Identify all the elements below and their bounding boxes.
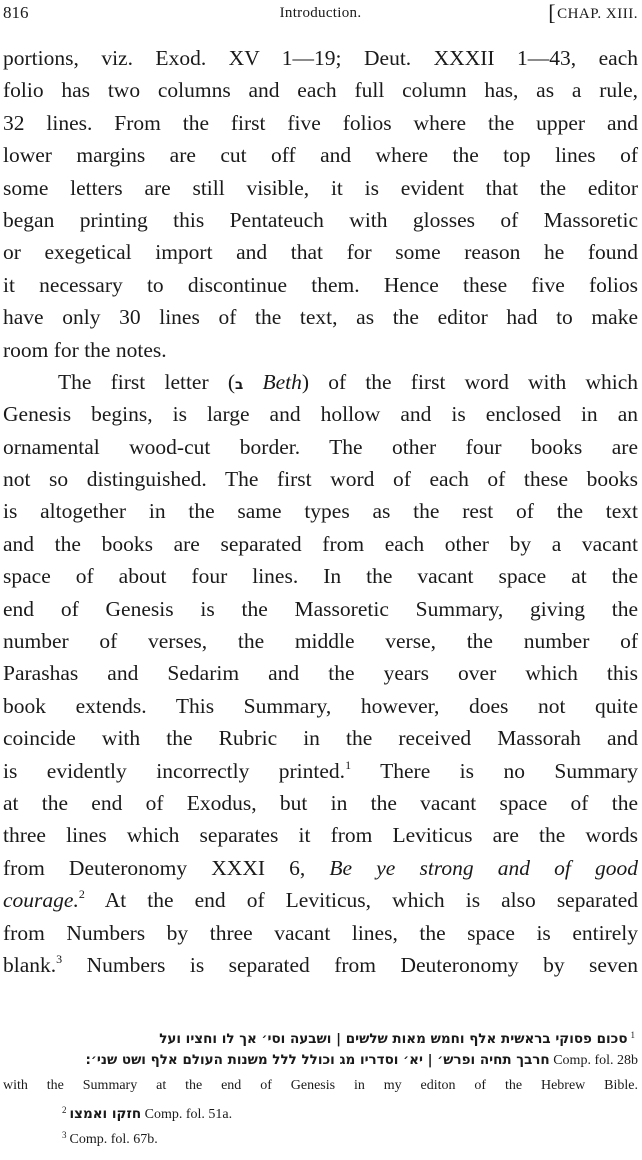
text-line: lower margins are cut off and where the top lines of (3, 143, 638, 168)
footnote-3 (3, 1123, 638, 1148)
text-line: portions, viz. Exod. XV 1—19; Deut. XXXII 1—43, each (3, 46, 638, 70)
text-line: Parashas and Sedarim and the years over which this (3, 661, 638, 686)
text-line: is altogether in the same types as the rest of the text (3, 499, 638, 524)
text-line: room for the notes. (3, 337, 167, 362)
footnote-1-line-1 (3, 1023, 638, 1048)
text-line: and the books are separated from each other by a vacant (3, 531, 638, 556)
footnote-mark: 2 (62, 1105, 67, 1115)
hebrew-text: סכום פסוקי בראשית אלף וחמש מאות שלשים | ושבעה וסי׳ אך לו וחציו ועל (159, 1031, 628, 1047)
text-line: from Numbers by three vacant lines, the space is entirely (3, 920, 638, 945)
running-header (3, 2, 638, 30)
text-line: coincide with the Rubric in the received Massorah and (3, 726, 638, 751)
text-line: not so distinguished. The first word of each of these books (3, 467, 638, 492)
text-line: Genesis begins, is large and hollow and is enclosed in an (3, 402, 638, 427)
footnote-reference: Comp. fol. 28b (553, 1053, 638, 1068)
text-line: have only 30 lines of the text, as the editor had to make (3, 305, 638, 330)
chapter-text: CHAP. XIII. (557, 6, 638, 22)
footnote-ref-3: 3 (56, 951, 63, 966)
text-line: began printing this Pentateuch with glosses of Massoretic (3, 207, 638, 232)
text-line: from Deuteronomy XXXI 6, Be ye strong and of good (3, 855, 638, 880)
footnote-mark: 3 (62, 1130, 67, 1140)
text-line: space of about four lines. In the vacant space at the (3, 564, 638, 589)
text-line: at the end of Exodus, but in the vacant space of the (3, 790, 638, 815)
text-line: or exegetical import and that for some reason he found (3, 240, 638, 265)
footnote-ref-2: 2 (78, 887, 85, 902)
text-line: 32 lines. From the first five folios where the upper and (3, 110, 638, 135)
text-line-paragraph-start: The first letter (ב Beth) of the first word with which (58, 369, 638, 394)
footnote-1-line-2 (3, 1048, 638, 1073)
text-line: it necessary to discontinue them. Hence these five folios (3, 272, 638, 297)
text-line: blank.$^3$ Numbers is separated from Deuteronomy by seven (3, 951, 638, 977)
footnote-reference: Comp. fol. 51a. (144, 1107, 233, 1122)
text-line: book extends. This Summary, however, does not quite (3, 693, 638, 718)
footnotes (3, 1023, 638, 1148)
text-line: is evidently incorrectly printed.$^1$ There is no Summary (3, 757, 638, 783)
footnote-mark: 1 (630, 1030, 635, 1040)
text-line: folio has two columns and each full column has, as a rule, (3, 78, 638, 103)
footnote-ref-1: 1 (345, 757, 352, 772)
hebrew-text: חזקו ואמצו (69, 1106, 142, 1122)
bracket-glyph: [ (548, 0, 557, 25)
footnote-2 (3, 1098, 638, 1123)
text-line: end of Genesis is the Massoretic Summary, giving the (3, 596, 638, 621)
chapter-label (548, 2, 638, 25)
text-line: ornamental wood-cut border. The other four books are (3, 434, 638, 459)
footnote-1-line-3: with the Summary at the end of Genesis in my editon of the Hebrew Bible. (3, 1078, 638, 1093)
text-line: some letters are still visible, it is evident that the editor (3, 175, 638, 200)
body-text (3, 42, 638, 981)
footnote-reference: Comp. fol. 67b. (69, 1132, 158, 1147)
page-number: 816 (3, 3, 29, 22)
hebrew-beth: ב (235, 376, 244, 393)
text-line: courage.$^2$ At the end of Leviticus, which is also separated (3, 887, 638, 913)
running-title: Introduction. (279, 5, 362, 21)
text-line: three lines which separates it from Leviticus are the words (3, 823, 638, 848)
hebrew-text: חרבך תחיה ופרש׳ | יא׳ וסדריו מג וכולל ללל משנות העולם אלף ושט שני׳: (85, 1052, 550, 1068)
text-line: number of verses, the middle verse, the number of (3, 629, 638, 654)
